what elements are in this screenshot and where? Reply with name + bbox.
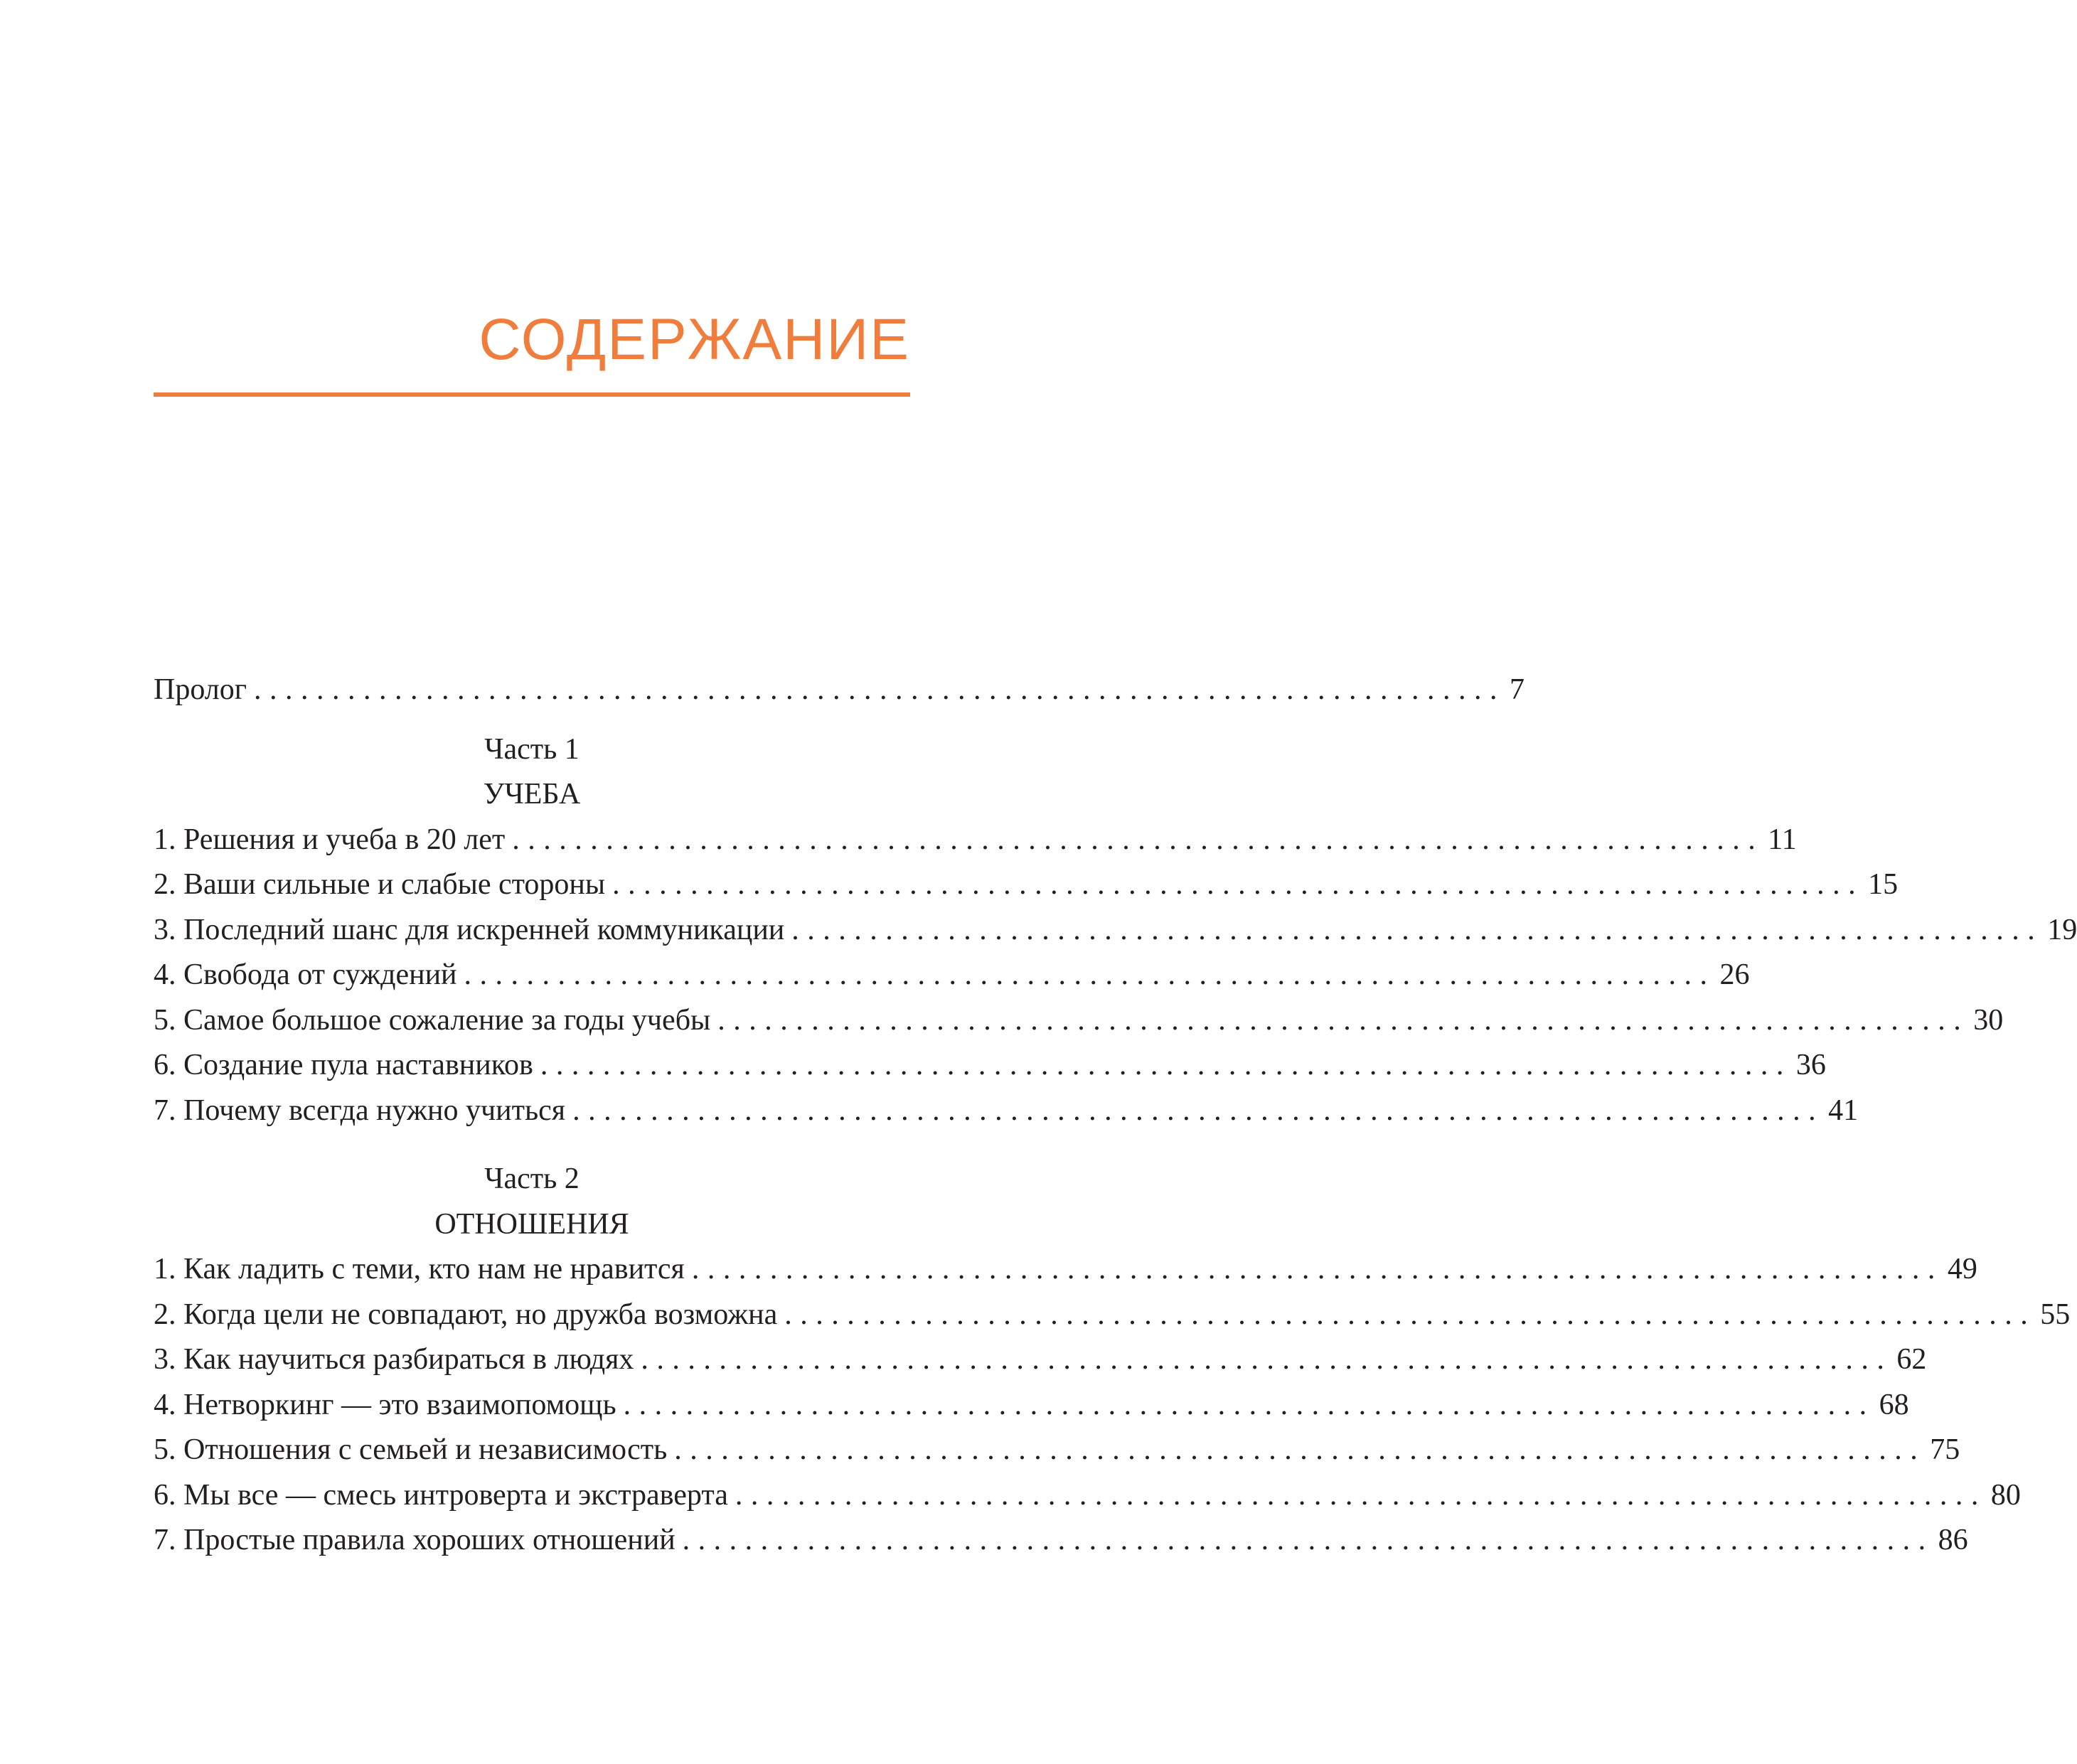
part-number: Часть 1 [484,732,580,766]
part-number: Часть 2 [484,1162,580,1195]
dot-leader: ................................................................................ [717,1003,1970,1037]
toc-entry-page: 30 [1973,1003,2004,1037]
toc-entry-label: 5. Отношения с семьей и независимость [154,1433,668,1466]
toc-entry-page: 36 [1795,1049,1826,1081]
toc-entry[interactable] [154,1518,1968,1563]
toc-entry-label: 1. Решения и учеба в 20 лет [154,823,506,856]
toc-entry[interactable] [154,1247,1977,1293]
toc-entry-label: 4. Свобода от суждений [154,958,457,991]
toc-entry-page: 68 [1879,1388,1909,1421]
toc-entry-page: 86 [1938,1524,1968,1556]
toc-entry[interactable] [154,1473,2021,1519]
dot-leader: ................................................................................ [641,1343,1893,1376]
toc-entry-page: 62 [1896,1343,1927,1376]
toc-entry-page: 15 [1868,868,1899,901]
toc-entry-label: 2. Когда цели не совпадают, но дружба возможна [154,1298,778,1331]
toc-entry-label: 5. Самое большое сожаление за годы учебы [154,1003,711,1037]
toc-entry-label: Пролог [154,673,247,706]
toc-entry[interactable] [154,862,1899,908]
toc-entry-page: 26 [1719,958,1750,991]
toc-entry-page: 49 [1947,1253,1977,1285]
toc-entry[interactable] [154,1089,1859,1134]
page-title: СОДЕРЖАНИЕ [479,307,910,372]
toc-entry[interactable] [154,1383,1909,1428]
dot-leader: ................................................................................ [735,1478,1987,1512]
toc-entry-label: 1. Как ладить с теми, кто нам не нравится [154,1253,685,1285]
toc-entry[interactable] [154,1293,2071,1338]
toc-entry-label: 3. Последний шанс для искренней коммуникации [154,913,785,946]
toc-entry[interactable] [154,1043,1826,1089]
toc-entry[interactable] [154,1428,1960,1473]
toc-entry-label: 3. Как научиться разбираться в людях [154,1343,634,1376]
toc-entry-page: 75 [1930,1433,1960,1466]
toc-entry-label: 2. Ваши сильные и слабые стороны [154,868,606,901]
toc-entry-label: 4. Нетворкинг — это взаимопомощь [154,1388,616,1421]
toc-entry-label: 7. Почему всегда нужно учиться [154,1094,566,1127]
dot-leader: ................................................................................ [464,958,1716,991]
dot-leader: ................................................................................ [674,1433,1926,1466]
toc-entry-label: 7. Простые правила хороших отношений [154,1524,676,1556]
dot-leader: ................................................................................ [784,1298,2036,1331]
dot-leader: ................................................................................ [691,1253,1943,1285]
dot-leader: ................................................................................ [623,1388,1875,1421]
toc-entry-page: 80 [1990,1478,2021,1512]
toc-entry-page: 41 [1828,1094,1859,1127]
dot-leader: ................................................................................ [791,913,2044,946]
dot-leader: ................................................................................ [253,673,1505,706]
title-underline [154,392,910,397]
toc-entry[interactable] [154,818,1797,863]
toc-entry[interactable] [154,1337,1927,1383]
toc-entry-page: 11 [1768,823,1797,856]
dot-leader: ................................................................................ [512,823,1764,856]
dot-leader: ................................................................................ [612,868,1864,901]
dot-leader: ................................................................................ [572,1094,1825,1127]
part-title: УЧЕБА [483,778,581,811]
dot-leader: ................................................................................ [540,1049,1792,1081]
toc-entry-page: 55 [2040,1298,2071,1331]
dot-leader: ................................................................................ [682,1524,1934,1556]
toc-entry[interactable] [154,953,1750,998]
toc-entry-label: 6. Мы все — смесь интроверта и экстраверта [154,1478,728,1512]
toc-entry-page: 7 [1509,673,1525,706]
toc-entry[interactable] [154,908,2077,953]
toc-entry-prologue[interactable] [154,668,1525,713]
part-title: ОТНОШЕНИЯ [434,1207,629,1241]
toc-entry-label: 6. Создание пула наставников [154,1049,533,1081]
table-of-contents [154,668,2077,1563]
toc-entry[interactable] [154,998,2004,1044]
toc-entry-page: 19 [2047,913,2077,946]
